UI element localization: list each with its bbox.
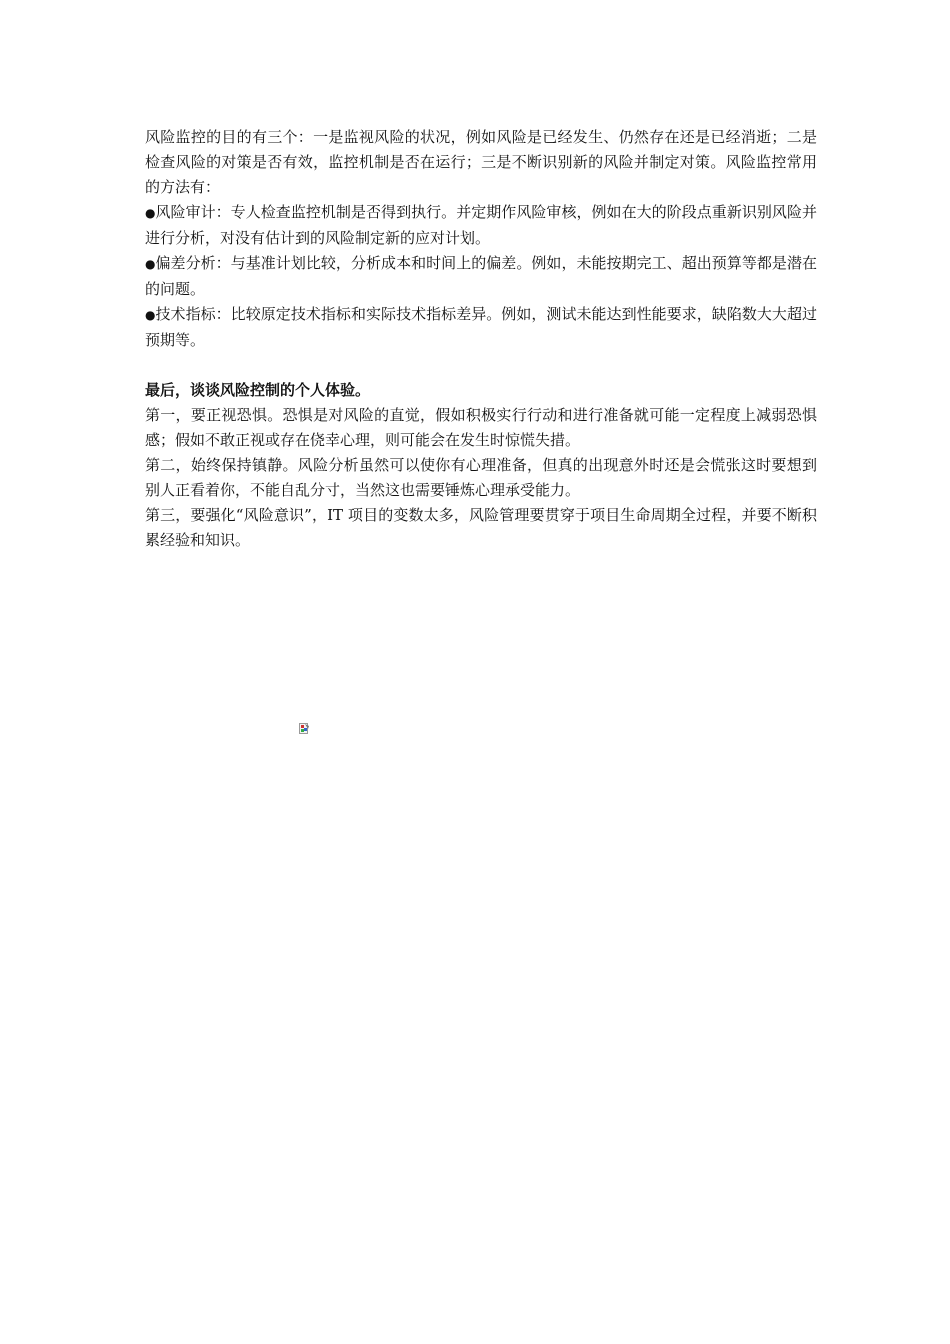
document-body [145, 125, 817, 553]
broken-image-icon [299, 721, 310, 732]
paragraph-spacer [145, 353, 817, 378]
bullet-icon: ● [145, 257, 156, 271]
bullet-icon: ● [145, 308, 156, 322]
method-item-audit [145, 200, 817, 251]
experience-item-second: 第二，始终保持镇静。风险分析虽然可以使你有心理准备，但真的出现意外时还是会慌张这时要想到别人正看着你，不能自乱分寸，当然这也需要锤炼心理承受能力。 [145, 456, 817, 499]
experience-item-third: 第三，要强化“风险意识”，IT 项目的变数太多，风险管理要贯穿于项目生命周期全过程，并要不断积累经验和知识。 [145, 506, 817, 549]
method-text: 风险审计：专人检查监控机制是否得到执行。并定期作风险审核，例如在大的阶段点重新识别风险并进行分析，对没有估计到的风险制定新的应对计划。 [145, 203, 817, 247]
intro-paragraph: 风险监控的目的有三个：一是监视风险的状况，例如风险是已经发生、仍然存在还是已经消逝；二是检查风险的对策是否有效，监控机制是否在运行；三是不断识别新的风险并制定对策。风险监控常用的方法有： [145, 128, 817, 196]
method-item-variance [145, 251, 817, 302]
method-item-technical [145, 302, 817, 353]
method-text: 偏差分析：与基准计划比较，分析成本和时间上的偏差。例如，未能按期完工、超出预算等都是潜在的问题。 [145, 254, 817, 298]
method-text: 技术指标：比较原定技术指标和实际技术指标差异。例如，测试未能达到性能要求，缺陷数大大超过预期等。 [145, 305, 817, 349]
section-heading: 最后，谈谈风险控制的个人体验。 [145, 381, 371, 399]
bullet-icon: ● [145, 206, 156, 220]
experience-item-first: 第一，要正视恐惧。恐惧是对风险的直觉，假如积极实行行动和进行准备就可能一定程度上减弱恐惧感；假如不敢正视或存在侥幸心理，则可能会在发生时惊慌失措。 [145, 406, 817, 449]
